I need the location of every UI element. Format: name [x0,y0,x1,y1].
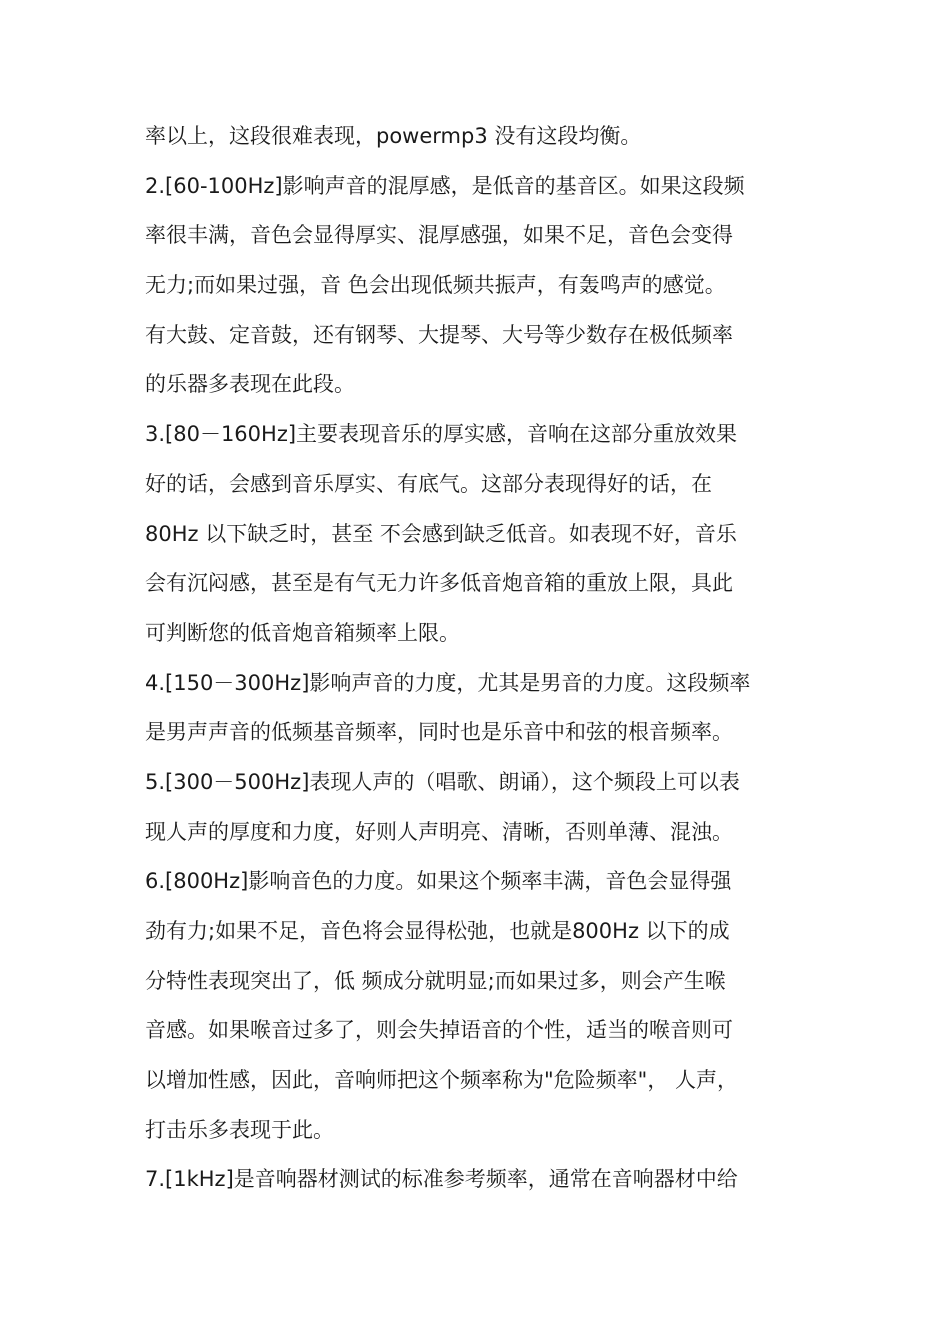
text-line-7: 3.[80－160Hz]主要表现音乐的厚实感，音响在这部分重放效果 [145,422,738,447]
text-line-6: 的乐器多表现在此段。 [145,372,355,397]
text-line-20: 以增加性感，因此，音响师把这个频率称为"危险频率"， 人声， [145,1068,738,1093]
text-line-1: 率以上，这段很难表现，powermp3 没有这段均衡。 [145,124,642,148]
document-body [145,112,810,1205]
text-line-5: 有大鼓、定音鼓，还有钢琴、大提琴、大号等少数存在极低频率 [145,322,733,347]
text-line-14: 5.[300－500Hz]表现人声的（唱歌、朗诵），这个频段上可以表 [145,769,740,794]
text-line-16: 6.[800Hz]影响音色的力度。如果这个频率丰满，音色会显得强 [145,869,732,894]
text-line-10: 会有沉闷感，甚至是有气无力许多低音炮音箱的重放上限，具此 [145,571,733,596]
text-line-15: 现人声的厚度和力度，好则人声明亮、清晰，否则单薄、混浊。 [145,819,733,844]
text-line-9: 80Hz 以下缺乏时，甚至 不会感到缺乏低音。如表现不好，音乐 [145,521,737,546]
text-line-11: 可判断您的低音炮音箱频率上限。 [145,620,460,645]
text-line-21: 打击乐多表现于此。 [145,1117,334,1142]
text-line-18: 分特性表现突出了，低 频成分就明显;而如果过多，则会产生喉 [145,968,726,993]
text-line-8: 好的话，会感到音乐厚实、有底气。这部分表现得好的话，在 [145,471,712,496]
text-line-22: 7.[1kHz]是音响器材测试的标准参考频率，通常在音响器材中给 [145,1167,738,1192]
text-line-19: 音感。如果喉音过多了，则会失掉语音的个性，适当的喉音则可 [145,1018,733,1043]
text-line-12: 4.[150－300Hz]影响声音的力度，尤其是男音的力度。这段频率 [145,670,751,695]
text-line-13: 是男声声音的低频基音频率，同时也是乐音中和弦的根音频率。 [145,720,733,745]
text-line-3: 率很丰满，音色会显得厚实、混厚感强，如果不足，音色会变得 [145,223,733,248]
text-line-17: 劲有力;如果不足，音色将会显得松弛，也就是800Hz 以下的成 [145,919,730,943]
text-line-2: 2.[60-100Hz]影响声音的混厚感，是低音的基音区。如果这段频 [145,173,745,198]
text-line-4: 无力;而如果过强，音 色会出现低频共振声，有轰鸣声的感觉。 [145,273,726,298]
